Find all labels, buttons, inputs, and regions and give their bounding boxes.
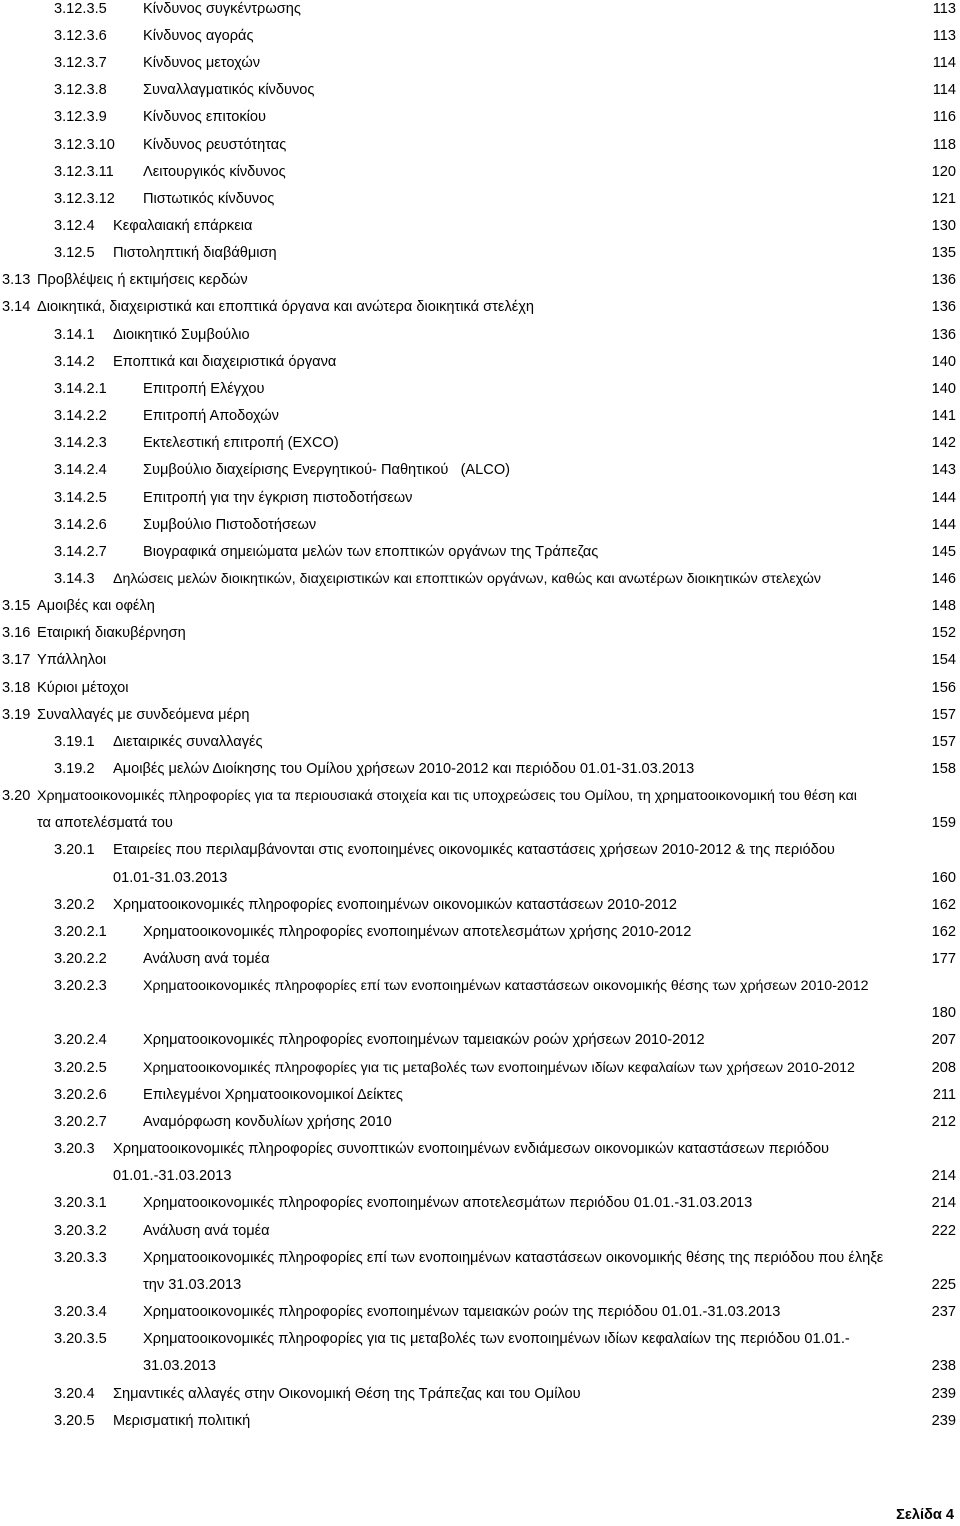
toc-entry[interactable] (0, 188, 960, 210)
toc-entry-title: Μερισματική πολιτική (113, 1413, 251, 1429)
toc-entry-title: Χρηματοοικονομικές πληροφορίες ενοποιημένων αποτελεσμάτων χρήσης 2010-2012 (143, 924, 692, 940)
toc-entry-number: 3.20.3.1 (54, 1195, 107, 1211)
toc-entry-page: 162 (931, 924, 956, 940)
toc-entry-number: 3.19.2 (54, 761, 95, 777)
toc-entry-title: Συναλλαγές με συνδεόμενα μέρη (37, 707, 250, 723)
toc-entry-number: 3.20.1 (54, 842, 95, 858)
toc-entry[interactable] (0, 215, 960, 237)
toc-entry-page: 160 (931, 870, 956, 886)
toc-entry-title: Εποπτικά και διαχειριστικά όργανα (113, 354, 337, 370)
toc-entry-page: 180 (931, 1005, 956, 1021)
toc-entry-page: 142 (931, 435, 956, 451)
toc-entry-title: Επιτροπή Ελέγχου (143, 381, 265, 397)
toc-entry[interactable] (0, 1029, 960, 1051)
toc-entry-page: 239 (931, 1413, 956, 1429)
toc-entry[interactable] (0, 785, 960, 807)
toc-entry-title: Λειτουργικός κίνδυνος (143, 164, 286, 180)
toc-entry-page: 146 (931, 571, 956, 587)
toc-entry-number: 3.20.3.3 (54, 1250, 107, 1266)
toc-entry-number: 3.14.2.5 (54, 490, 107, 506)
toc-entry-page: 211 (932, 1087, 956, 1103)
toc-entry-page: 157 (931, 734, 956, 750)
toc-entry-title: Ανάλυση ανά τομέα (143, 1223, 270, 1239)
toc-entry-title: Προβλέψεις ή εκτιμήσεις κερδών (37, 272, 248, 288)
toc-entry-number: 3.20.4 (54, 1386, 95, 1402)
toc-entry-title: Κίνδυνος μετοχών (143, 55, 261, 71)
toc-entry[interactable] (0, 134, 960, 156)
toc-entry-title: Αναμόρφωση κονδυλίων χρήσης 2010 (143, 1114, 392, 1130)
toc-entry-number: 3.20.3.4 (54, 1304, 107, 1320)
toc-entry-title: Κίνδυνος συγκέντρωσης (143, 1, 301, 17)
toc-entry[interactable] (0, 595, 960, 617)
toc-entry-page: 159 (931, 815, 956, 831)
toc-entry-number: 3.20.2.4 (54, 1032, 107, 1048)
page-number-footer: Σελίδα 4 (896, 1507, 954, 1523)
toc-entry-page: 238 (931, 1358, 956, 1374)
toc-entry[interactable] (0, 1192, 960, 1214)
toc-entry[interactable] (0, 1084, 960, 1106)
toc-entry[interactable] (0, 0, 960, 20)
toc-entry[interactable] (0, 568, 960, 590)
toc-entry-page: 136 (931, 272, 956, 288)
toc-entry-number: 3.12.3.6 (54, 28, 107, 44)
toc-entry[interactable] (0, 52, 960, 74)
toc-entry-title: Κίνδυνος επιτοκίου (143, 109, 267, 125)
toc-entry-page: 116 (932, 109, 956, 125)
toc-entry-page: 239 (931, 1386, 956, 1402)
toc-entry-page: 113 (932, 28, 956, 44)
toc-entry-title: Χρηματοοικονομικές πληροφορίες ενοποιημένων οικονομικών καταστάσεων 2010-2012 (113, 897, 677, 913)
toc-entry-title: Χρηματοοικονομικές πληροφορίες ενοποιημένων αποτελεσμάτων περιόδου 01.01.-31.03.2013 (143, 1195, 753, 1211)
toc-entry-number: 3.14.2.3 (54, 435, 107, 451)
toc-entry-number: 3.14.2.4 (54, 462, 107, 478)
toc-entry-number: 3.12.3.11 (54, 164, 114, 180)
toc-entry[interactable] (0, 839, 960, 861)
toc-entry-page: 135 (931, 245, 956, 261)
toc-entry[interactable] (0, 378, 960, 400)
toc-entry-page: 113 (932, 1, 956, 17)
toc-entry[interactable] (0, 269, 960, 291)
toc-entry[interactable] (0, 704, 960, 726)
toc-entry-title: Σημαντικές αλλαγές στην Οικονομική Θέση της Τράπεζας και του Ομίλου (113, 1386, 581, 1402)
toc-entry-title: Χρηματοοικονομικές πληροφορίες για τις μεταβολές των ενοποιημένων ιδίων κεφαλαίων της περιόδου 01.01.- (143, 1331, 850, 1347)
toc-entry-title: Βιογραφικά σημειώματα μελών των εποπτικών οργάνων της Τράπεζας (143, 544, 599, 560)
toc-entry-title: Εκτελεστική επιτροπή (EXCO) (143, 435, 339, 451)
toc-entry-title: Συμβούλιο διαχείρισης Ενεργητικού- Παθητικού (ALCO) (143, 462, 511, 478)
toc-entry-number: 3.20.2.6 (54, 1087, 107, 1103)
toc-entry-page: 152 (931, 625, 956, 641)
toc-entry-number: 3.20.2.2 (54, 951, 107, 967)
toc-entry-page: 148 (931, 598, 956, 614)
toc-entry-title: 01.01.-31.03.2013 (113, 1168, 232, 1184)
toc-entry-number: 3.20.2.3 (54, 978, 107, 994)
toc-entry-number: 3.14.2.6 (54, 517, 107, 533)
toc-entry-page: 154 (931, 652, 956, 668)
toc-entry-title: Εταιρική διακυβέρνηση (37, 625, 186, 641)
toc-entry-title: 31.03.2013 (143, 1358, 217, 1374)
toc-entry[interactable] (0, 1002, 960, 1024)
toc-entry[interactable] (0, 1274, 960, 1296)
toc-entry-number: 3.20.5 (54, 1413, 95, 1429)
toc-entry-page: 158 (931, 761, 956, 777)
toc-entry[interactable] (0, 432, 960, 454)
toc-entry-title: Επιτροπή για την έγκριση πιστοδοτήσεων (143, 490, 413, 506)
toc-entry-page: 214 (931, 1195, 956, 1211)
toc-entry[interactable] (0, 894, 960, 916)
toc-entry[interactable] (0, 812, 960, 834)
toc-entry-number: 3.15 (2, 598, 31, 614)
toc-entry-title: Συμβούλιο Πιστοδοτήσεων (143, 517, 317, 533)
toc-entry-page: 136 (931, 327, 956, 343)
toc-entry[interactable] (0, 459, 960, 481)
toc-entry-number: 3.12.3.7 (54, 55, 107, 71)
toc-entry[interactable] (0, 1355, 960, 1377)
toc-entry[interactable] (0, 921, 960, 943)
toc-entry[interactable] (0, 975, 960, 997)
toc-entry-number: 3.12.3.12 (54, 191, 115, 207)
toc-entry-title: Κεφαλαιακή επάρκεια (113, 218, 253, 234)
toc-entry-page: 144 (931, 490, 956, 506)
toc-entry-title: Επιτροπή Αποδοχών (143, 408, 279, 424)
toc-entry-title: Συναλλαγματικός κίνδυνος (143, 82, 315, 98)
toc-entry-page: 140 (931, 354, 956, 370)
toc-entry-title: Χρηματοοικονομικές πληροφορίες ενοποιημένων ταμειακών ροών χρήσεων 2010-2012 (143, 1032, 705, 1048)
toc-entry-number: 3.19.1 (54, 734, 95, 750)
toc-entry[interactable] (0, 649, 960, 671)
toc-entry[interactable] (0, 324, 960, 346)
toc-entry[interactable] (0, 106, 960, 128)
toc-entry[interactable] (0, 487, 960, 509)
toc-entry-number: 3.12.3.5 (54, 1, 107, 17)
toc-entry[interactable] (0, 79, 960, 101)
toc-entry-number: 3.14.2 (54, 354, 95, 370)
toc-entry-title: Πιστοληπτική διαβάθμιση (113, 245, 277, 261)
toc-entry-number: 3.20.2.5 (54, 1060, 107, 1076)
toc-entry-page: 214 (931, 1168, 956, 1184)
toc-entry[interactable] (0, 731, 960, 753)
toc-entry-page: 207 (931, 1032, 956, 1048)
toc-entry-title: Υπάλληλοι (37, 652, 107, 668)
toc-entry[interactable] (0, 541, 960, 563)
toc-entry-number: 3.14.2.2 (54, 408, 107, 424)
toc-entry-title: Αμοιβές μελών Διοίκησης του Ομίλου χρήσεων 2010-2012 και περιόδου 01.01-31.03.2013 (113, 761, 695, 777)
toc-entry-title: Χρηματοοικονομικές πληροφορίες για τα περιουσιακά στοιχεία και τις υποχρεώσεις του Ομίλου, τη χρηματοοικονομική του θέση και (37, 788, 857, 804)
toc-entry-title: Κίνδυνος αγοράς (143, 28, 254, 44)
toc-entry-page: 136 (931, 299, 956, 315)
toc-entry[interactable] (0, 25, 960, 47)
toc-entry[interactable] (0, 296, 960, 318)
toc-entry-number: 3.20 (2, 788, 31, 804)
toc-entry-number: 3.12.4 (54, 218, 95, 234)
toc-entry[interactable] (0, 1165, 960, 1187)
toc-entry-number: 3.20.2.7 (54, 1114, 107, 1130)
toc-entry-page: 222 (931, 1223, 956, 1239)
toc-entry[interactable] (0, 351, 960, 373)
toc-entry-page: 177 (931, 951, 956, 967)
toc-entry-page: 118 (932, 137, 956, 153)
toc-entry-title: Επιλεγμένοι Χρηματοοικονομικοί Δείκτες (143, 1087, 403, 1103)
toc-entry-number: 3.20.3.5 (54, 1331, 107, 1347)
toc-entry-number: 3.14.2.7 (54, 544, 107, 560)
toc-entry-title: την 31.03.2013 (143, 1277, 242, 1293)
toc-entry-number: 3.20.3 (54, 1141, 95, 1157)
toc-entry[interactable] (0, 242, 960, 264)
toc-entry-page: 141 (931, 408, 956, 424)
toc-entry-number: 3.14.3 (54, 571, 95, 587)
toc-entry[interactable] (0, 1220, 960, 1242)
toc-entry-title: Ανάλυση ανά τομέα (143, 951, 270, 967)
toc-entry-number: 3.19 (2, 707, 31, 723)
toc-entry-number: 3.13 (2, 272, 31, 288)
toc-entry-number: 3.20.2.1 (54, 924, 107, 940)
toc-entry-page: 144 (931, 517, 956, 533)
toc-entry[interactable] (0, 405, 960, 427)
toc-entry-number: 3.14.2.1 (54, 381, 107, 397)
toc-entry-page: 237 (931, 1304, 956, 1320)
toc-entry-number: 3.17 (2, 652, 31, 668)
toc-entry-title: Χρηματοοικονομικές πληροφορίες επί των ενοποιημένων καταστάσεων οικονομικής θέσης της περιόδου που έληξε (143, 1250, 884, 1266)
toc-entry[interactable] (0, 1247, 960, 1269)
toc-entry-number: 3.16 (2, 625, 31, 641)
toc-entry[interactable] (0, 161, 960, 183)
toc-entry-title: Κύριοι μέτοχοι (37, 680, 129, 696)
toc-entry-page: 143 (931, 462, 956, 478)
toc-entry-title: τα αποτελέσματά του (37, 815, 173, 831)
toc-entry[interactable] (0, 1301, 960, 1323)
toc-entry[interactable] (0, 1138, 960, 1160)
toc-entry-page: 157 (931, 707, 956, 723)
toc-entry-page: 208 (931, 1060, 956, 1076)
toc-entry-title: 01.01-31.03.2013 (113, 870, 228, 886)
toc-entry[interactable] (0, 1328, 960, 1350)
toc-entry-title: Εταιρείες που περιλαμβάνονται στις ενοποιημένες οικονομικές καταστάσεις χρήσεων 2010-2012 & της περιόδου (113, 842, 835, 858)
toc-entry-title: Χρηματοοικονομικές πληροφορίες επί των ενοποιημένων καταστάσεων οικονομικής θέσης των χρήσεων 2010-2012 (143, 978, 869, 994)
toc-entry-number: 3.12.3.9 (54, 109, 107, 125)
toc-entry-page: 145 (931, 544, 956, 560)
toc-entry[interactable] (0, 867, 960, 889)
toc-entry[interactable] (0, 677, 960, 699)
toc-entry-page: 130 (931, 218, 956, 234)
toc-entry-number: 3.14 (2, 299, 31, 315)
toc-entry-title: Πιστωτικός κίνδυνος (143, 191, 275, 207)
toc-entry-page: 121 (931, 191, 956, 207)
toc-entry-title: Διοικητικό Συμβούλιο (113, 327, 250, 343)
toc-entry-number: 3.20.3.2 (54, 1223, 107, 1239)
toc-entry-page: 162 (931, 897, 956, 913)
toc-entry-number: 3.20.2 (54, 897, 95, 913)
toc-entry[interactable] (0, 622, 960, 644)
toc-entry-number: 3.12.3.8 (54, 82, 107, 98)
toc-entry-page: 212 (931, 1114, 956, 1130)
toc-entry[interactable] (0, 948, 960, 970)
toc-entry-title: Αμοιβές και οφέλη (37, 598, 155, 614)
toc-entry-title: Κίνδυνος ρευστότητας (143, 137, 287, 153)
toc-entry-title: Χρηματοοικονομικές πληροφορίες ενοποιημένων ταμειακών ροών της περιόδου 01.01.-31.03.2013 (143, 1304, 781, 1320)
toc-entry-page: 120 (931, 164, 956, 180)
toc-entry[interactable] (0, 1057, 960, 1079)
toc-entry-number: 3.14.1 (54, 327, 95, 343)
toc-entry-page: 114 (932, 55, 956, 71)
toc-entry-page: 140 (931, 381, 956, 397)
toc-entry-page: 114 (932, 82, 956, 98)
toc-entry-title: Δηλώσεις μελών διοικητικών, διαχειριστικών και εποπτικών οργάνων, καθώς και ανωτέρων διοικητικών στελεχών (113, 571, 821, 587)
toc-entry-page: 225 (931, 1277, 956, 1293)
toc-entry-title: Διοικητικά, διαχειριστικά και εποπτικά όργανα και ανώτερα διοικητικά στελέχη (37, 299, 535, 315)
toc-entry[interactable] (0, 758, 960, 780)
toc-entry-title: Διεταιρικές συναλλαγές (113, 734, 263, 750)
toc-entry-title: Χρηματοοικονομικές πληροφορίες συνοπτικών ενοποιημένων ενδιάμεσων οικονομικών καταστάσεων περιόδου (113, 1141, 830, 1157)
toc-entry-title: Χρηματοοικονομικές πληροφορίες για τις μεταβολές των ενοποιημένων ιδίων κεφαλαίων των χρήσεων 2010-2012 (143, 1060, 855, 1076)
toc-entry[interactable] (0, 1111, 960, 1133)
toc-entry[interactable] (0, 1410, 960, 1432)
toc-entry-number: 3.12.5 (54, 245, 95, 261)
toc-entry-number: 3.18 (2, 680, 31, 696)
toc-entry-page: 156 (931, 680, 956, 696)
toc-entry[interactable] (0, 514, 960, 536)
toc-entry[interactable] (0, 1383, 960, 1405)
toc-entry-number: 3.12.3.10 (54, 137, 115, 153)
